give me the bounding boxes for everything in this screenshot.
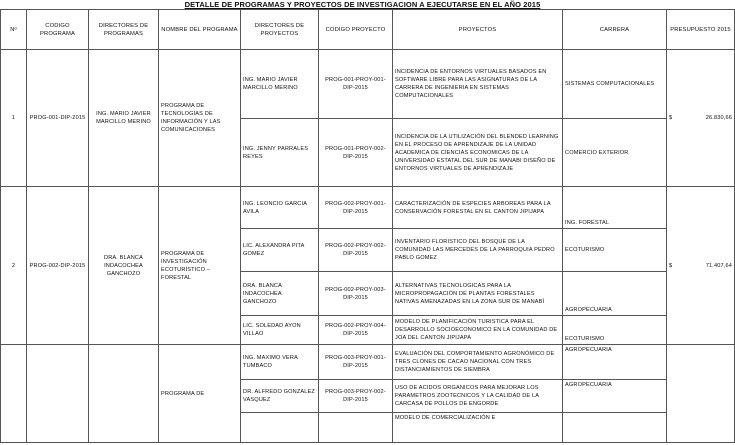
project-career: AGROPECUARIA (563, 380, 667, 413)
currency-symbol: $ (669, 262, 673, 269)
project-career: AGROPECUARIA (563, 272, 667, 316)
table-row (1, 345, 735, 380)
project-director: DR. ALFREDO GONZALEZ VASQUEZ (241, 380, 319, 413)
programs-table (0, 9, 735, 443)
program-code: PROG-002-DIP-2015 (27, 187, 89, 345)
program-code: PROG-001-DIP-2015 (27, 50, 89, 187)
program-name: PROGRAMA DE TECNOLOGÍAS DE INFORMACIÓN Y LAS COMUNICACIONES (159, 50, 241, 187)
header-proyectos: PROYECTOS (393, 10, 563, 50)
project-title: INCIDENCIA DE LA UTILIZACIÓN DEL BLENDED LEARNING EN EL PROCESO DE APRENDIZAJE DE LA UNIDAD ACADEMICA DE CIENCIAS ECONOMICAS DE LA UNIVERSIDAD ESTATAL DEL SUR DE MANABI DISEÑO DE ENTORNOS VIRTUALES DE APRENDIZAJE (393, 119, 563, 187)
program-num (1, 345, 27, 443)
currency-symbol: $ (669, 115, 673, 121)
program-director: ING. MARIO JAVIER MARCILLO MERINO (89, 50, 159, 187)
document-title: DETALLE DE PROGRAMAS Y PROYECTOS DE INVESTIGACION A EJECUTARSE EN EL AÑO 2015 (184, 0, 541, 9)
project-career: COMERCIO EXTERIOR (563, 119, 667, 187)
project-director (241, 413, 319, 443)
project-director: LIC. SOLEDAD AYON VILLAO (241, 316, 319, 345)
header-codigo-programa: CODIGO PROGRAMA (27, 10, 89, 50)
header-nombre-programa: NOMBRE DEL PROGRAMA (159, 10, 241, 50)
header-codigo-proyecto: CODIGO PROYECTO (319, 10, 393, 50)
project-title: ALTERNATIVAS TECNOLOGICAS PARA LA MICROPROPAGACIÓN DE PLANTAS FORESTALES NATIVAS AMENAZADAS EN LA ZONA SUR DE MANABÍ (393, 272, 563, 316)
project-title: CARACTERIZACIÓN DE ESPECIES ARBOREAS PARA LA CONSERVACIÓN FORESTAL EN EL CANTON JIPIJAPA (393, 187, 563, 229)
budget-amount: 26.830,66 (705, 115, 732, 121)
project-career: ING. FORESTAL (563, 187, 667, 229)
program-budget (667, 50, 735, 187)
project-career: ECOTURISMO (563, 316, 667, 345)
project-code: PROG-002-PROY-003-DIP-2015 (319, 272, 393, 316)
project-title: MODELO DE PLANIFICACIÓN TURISTICA PARA EL DESARROLLO SOCIOECONOMICO EN LA COMUNIDAD DE JOA DEL CANTON JIPIJAPA (393, 316, 563, 345)
header-num: Nº (1, 10, 27, 50)
header-directores-programas: DIRECTORES DE PROGRAMAS (89, 10, 159, 50)
header-carrera: CARRERA (563, 10, 667, 50)
programs-table-viewport[interactable] (0, 9, 732, 445)
project-title: USO DE ACIDOS ORGANICOS PARA MEJORAR LOS PARAMETROS ZOOTECNICOS Y LA CALIDAD DE LA CARCASA DE POLLOS DE ENGORDE (393, 380, 563, 413)
project-career: SISTEMAS COMPUTACIONALES (563, 50, 667, 119)
program-name: PROGRAMA DE INVESTIGACIÓN ECOTURÍSTICO – FORESTAL (159, 187, 241, 345)
project-director: ING. MAXIMO VERA TUMBACO (241, 345, 319, 380)
project-director: LIC. ALEXANDRA PITA GOMEZ (241, 229, 319, 272)
header-directores-proyectos: DIRECTORES DE PROYECTOS (241, 10, 319, 50)
project-director: ING. LEONCIO GARCIA AVILA (241, 187, 319, 229)
program-director (89, 345, 159, 443)
project-director: ING. MARIO JAVIER MARCILLO MERINO (241, 50, 319, 119)
program-director: DRA. BLANCA INDACOCHEA GANCHOZO (89, 187, 159, 345)
project-career: ECOTURISMO (563, 229, 667, 272)
project-director: ING. JENNY PARRALES REYES (241, 119, 319, 187)
project-title: EVALUACIÓN DEL COMPORTAMIENTO AGRONÓMICO DE TRES CLONES DE CACAO NACIONAL CON TRES DISTANCIAMIENTOS DE SIEMBRA (393, 345, 563, 380)
header-presupuesto: PRESUPUESTO 2015 (667, 10, 735, 50)
project-title: INVENTARIO FLORISTICO DEL BOSQUE DE LA COMUNIDAD LAS MERCEDES DE LA PARROQUIA PEDRO PABLO GOMEZ (393, 229, 563, 272)
program-num: 2 (1, 187, 27, 345)
project-code: PROG-001-PROY-001-DIP-2015 (319, 50, 393, 119)
project-career: AGROPECUARIA (563, 345, 667, 380)
budget-amount: 71.407,64 (705, 262, 732, 269)
project-code: PROG-001-PROY-002-DIP-2015 (319, 119, 393, 187)
table-row (1, 187, 735, 229)
project-code: PROG-002-PROY-002-DIP-2015 (319, 229, 393, 272)
program-budget (667, 187, 735, 345)
program-code (27, 345, 89, 443)
program-name: PROGRAMA DE (159, 345, 241, 443)
project-code: PROG-003-PROY-002-DIP-2015 (319, 380, 393, 413)
project-code: PROG-002-PROY-004-DIP-2015 (319, 316, 393, 345)
project-career (563, 413, 667, 443)
program-num: 1 (1, 50, 27, 187)
project-title: INCIDENCIA DE ENTORNOS VIRTUALES BASADOS EN SOFTWARE LIBRE PARA LAS ASIGNATURAS DE LA CARRERA DE INGENIERIA EN SISTEMAS COMPUTACIONALES (393, 50, 563, 119)
project-director: DRA. BLANCA INDACOCHEA GANCHOZO (241, 272, 319, 316)
project-code: PROG-003-PROY-001-DIP-2015 (319, 345, 393, 380)
project-code (319, 413, 393, 443)
table-header-row (1, 10, 735, 50)
table-row (1, 50, 735, 119)
program-budget (667, 345, 735, 443)
project-title: MODELO DE COMERCIALIZACIÓN E (393, 413, 563, 443)
project-code: PROG-002-PROY-001-DIP-2015 (319, 187, 393, 229)
